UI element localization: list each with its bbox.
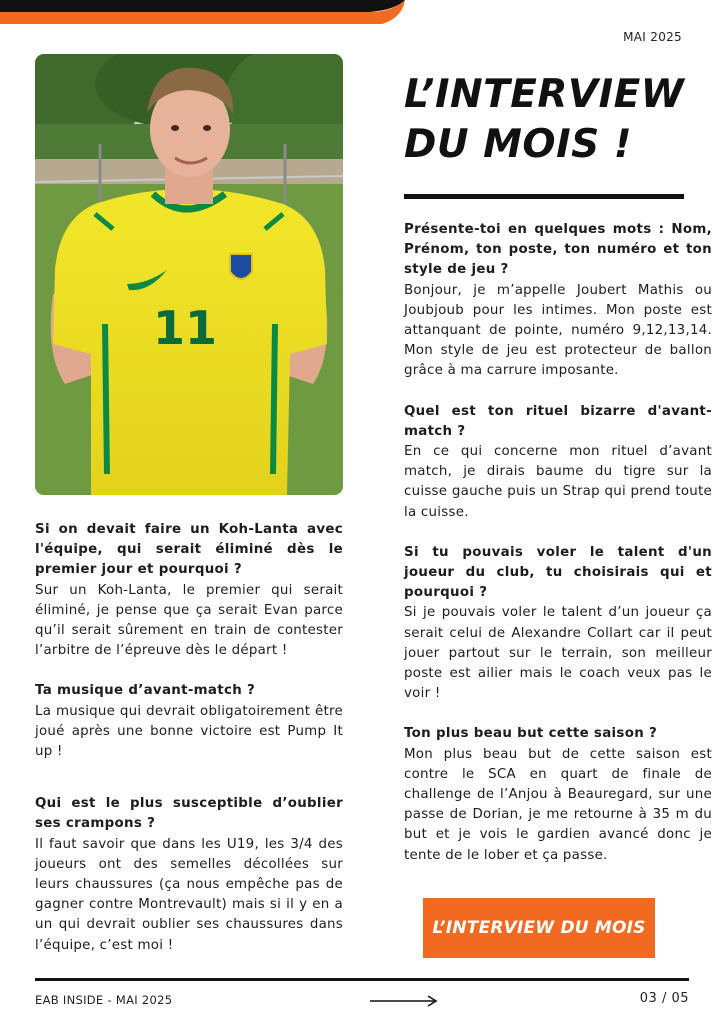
page-title (404, 70, 704, 170)
qa-block (35, 794, 343, 956)
footer-publication: EAB INSIDE - MAI 2025 (35, 993, 173, 1007)
question: Si on devait faire un Koh-Lanta avec l'équipe, qui serait éliminé dès le premier jour et pourquoi ? (35, 522, 343, 578)
qa-block (404, 543, 712, 705)
question: Quel est ton rituel bizarre d'avant-match ? (404, 403, 712, 439)
arrow-right-icon[interactable] (370, 995, 438, 1007)
title-divider (404, 194, 684, 199)
qa-block (35, 681, 343, 762)
question: Si tu pouvais voler le talent d'un joueur du club, tu choisirais qui et pourquoi ? (404, 544, 712, 601)
qa-block (404, 724, 712, 865)
answer: La musique qui devrait obligatoirement être joué après une bonne victoire est Pump It up ! (35, 703, 343, 760)
question: Présente-toi en quelques mots : Nom, Prénom, ton poste, ton numéro et ton style de jeu ? (404, 222, 712, 278)
question: Ton plus beau but cette saison ? (404, 726, 658, 742)
right-column (404, 220, 712, 886)
title-line-1: L’INTERVIEW (404, 72, 685, 117)
top-decorative-bar (0, 0, 724, 26)
issue-date: MAI 2025 (623, 30, 682, 44)
qa-block (35, 520, 343, 661)
footer-divider (35, 978, 689, 981)
svg-text:11: 11 (152, 301, 218, 355)
answer: En ce qui concerne mon rituel d’avant match, je dirais baume du tigre sur la cuisse gauche puis un Strap qui prend toute la cuisse. (404, 444, 712, 520)
title-line-2: DU MOIS ! (404, 122, 633, 167)
interview-badge: L’INTERVIEW DU MOIS (423, 898, 655, 958)
answer: Il faut savoir que dans les U19, les 3/4 des joueurs ont des semelles décollées sur leurs chaussures (ça nous empêche pas de gagner contre Montrevault) mais si il y en a un qui devrait oublier ses chaussures dans l’équipe, c’est moi ! (35, 836, 343, 953)
answer: Sur un Koh-Lanta, le premier qui serait éliminé, je pense que ça serait Evan parce qu’il serait sûrement en train de contester l’arbitre de l’épreuve dès le départ ! (35, 582, 343, 659)
question: Ta musique d’avant-match ? (35, 683, 256, 699)
player-photo (35, 54, 343, 495)
qa-block (404, 220, 712, 382)
question: Qui est le plus susceptible d’oublier ses crampons ? (35, 796, 343, 832)
answer: Mon plus beau but de cette saison est contre le SCA en quart de finale de challenge de l’Anjou à Beauregard, sur une passe de Dorian, je me retourne à 35 m du but et je vois le gardien avancé donc je tente de le lober et ça passe. (404, 746, 712, 863)
answer: Si je pouvais voler le talent d’un joueur ça serait celui de Alexandre Collart car il peut jouer partout sur le terrain, son meilleur poste est ailier mais le coach veux pas le voir ! (404, 605, 712, 702)
qa-block (404, 402, 712, 523)
left-column (35, 520, 343, 976)
answer: Bonjour, je m’appelle Joubert Mathis ou Joubjoub pour les intimes. Mon poste est attanquant de pointe, numéro 9,12,13,14. Mon style de jeu est protecteur de ballon grâce à ma carrure imposante. (404, 282, 712, 379)
page-number: 03 / 05 (639, 991, 689, 1006)
